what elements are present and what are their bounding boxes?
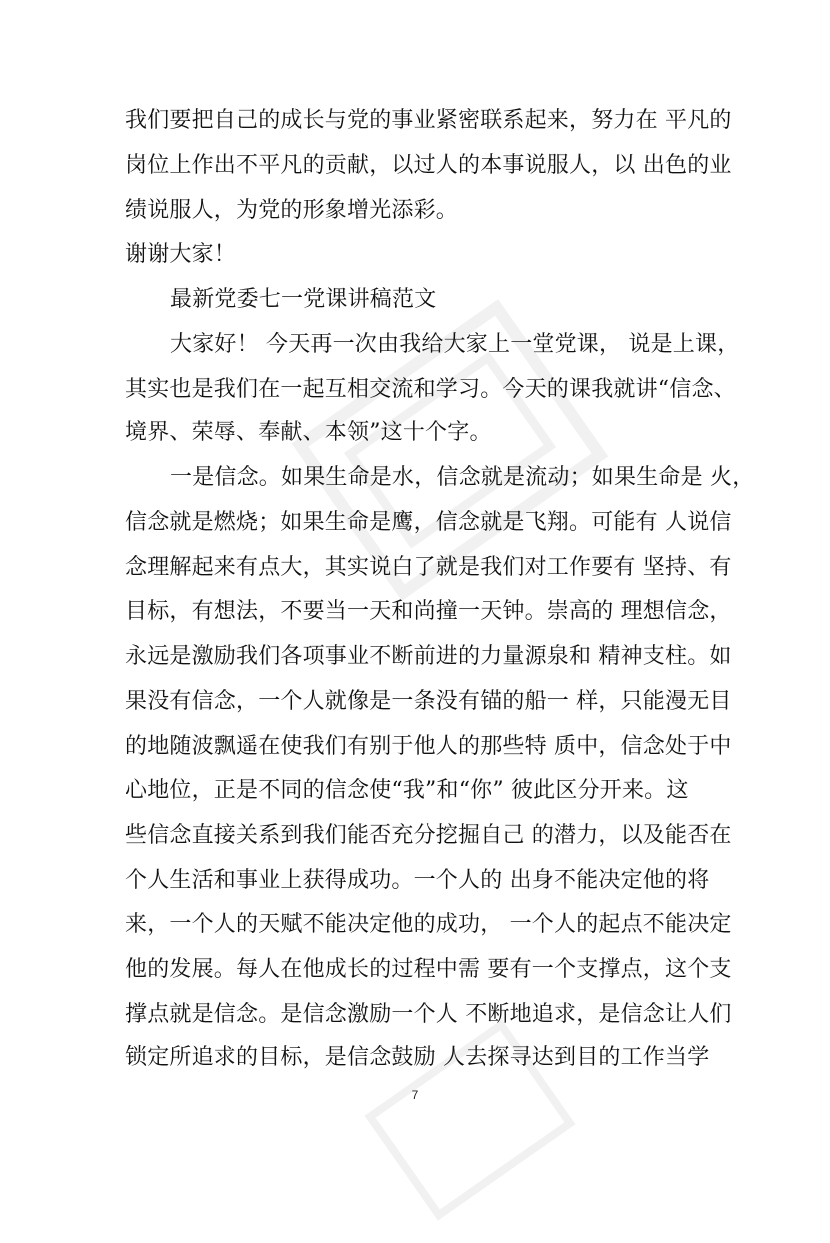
text-line: 绩说服人，为党的形象增光添彩。 — [125, 198, 459, 223]
text-line: 信念就是燃烧；如果生命是鹰，信念就是飞翔。可能有 人说信 — [125, 510, 732, 535]
text-line: 撑点就是信念。是信念激励一个人 不断地追求，是信念让人们 — [125, 1002, 732, 1027]
text-line: 他的发展。每人在他成长的过程中需 要有一个支撑点，这个支 — [125, 957, 732, 982]
text-line: 些信念直接关系到我们能否充分挖掘自己 的潜力，以及能否在 — [125, 823, 732, 848]
text-line: 我们要把自己的成长与党的事业紧密联系起来，努力在 平凡的 — [125, 108, 732, 133]
section-title: 最新党委七一党课讲稿范文 — [170, 287, 437, 312]
text-line: 谢谢大家！ — [125, 242, 237, 267]
text-line: 来，一个人的天赋不能决定他的成功， 一个人的起点不能决定 — [125, 912, 732, 937]
text-line: 果没有信念，一个人就像是一条没有锚的船一 样，只能漫无目 — [125, 689, 732, 714]
page-number: 7 — [411, 1088, 419, 1102]
text-line: 大家好！ 今天再一次由我给大家上一堂党课， 说是上课， — [170, 332, 740, 357]
text-line: 岗位上作出不平凡的贡献，以过人的本事说服人，以 出色的业 — [125, 153, 732, 178]
text-line: 目标，有想法，不要当一天和尚撞一天钟。崇高的 理想信念， — [125, 599, 732, 624]
text-line: 其实也是我们在一起互相交流和学习。今天的课我就讲“信念、 — [125, 377, 736, 402]
text-line: 的地随波飘遥在使我们有别于他人的那些特 质中，信念处于中 — [125, 734, 732, 759]
text-line: 永远是激励我们各项事业不断前进的力量源泉和 精神支柱。如 — [125, 644, 732, 669]
text-line: 一是信念。如果生命是水，信念就是流动；如果生命是 火， — [170, 465, 755, 490]
text-line: 锁定所追求的目标，是信念鼓励 人去探寻达到目的工作当学 — [125, 1045, 710, 1070]
text-line: 境界、荣辱、奉献、本领”这十个字。 — [125, 420, 492, 445]
text-line: 念理解起来有点大，其实说白了就是我们对工作要有 坚持、有 — [125, 555, 732, 580]
watermark-logo-icon-bottom — [342, 997, 598, 1243]
text-line: 心地位，正是不同的信念使“我”和“你” 彼此区分开来。这 — [125, 778, 689, 803]
text-line: 个人生活和事业上获得成功。一个人的 出身不能决定他的将 — [125, 868, 710, 893]
